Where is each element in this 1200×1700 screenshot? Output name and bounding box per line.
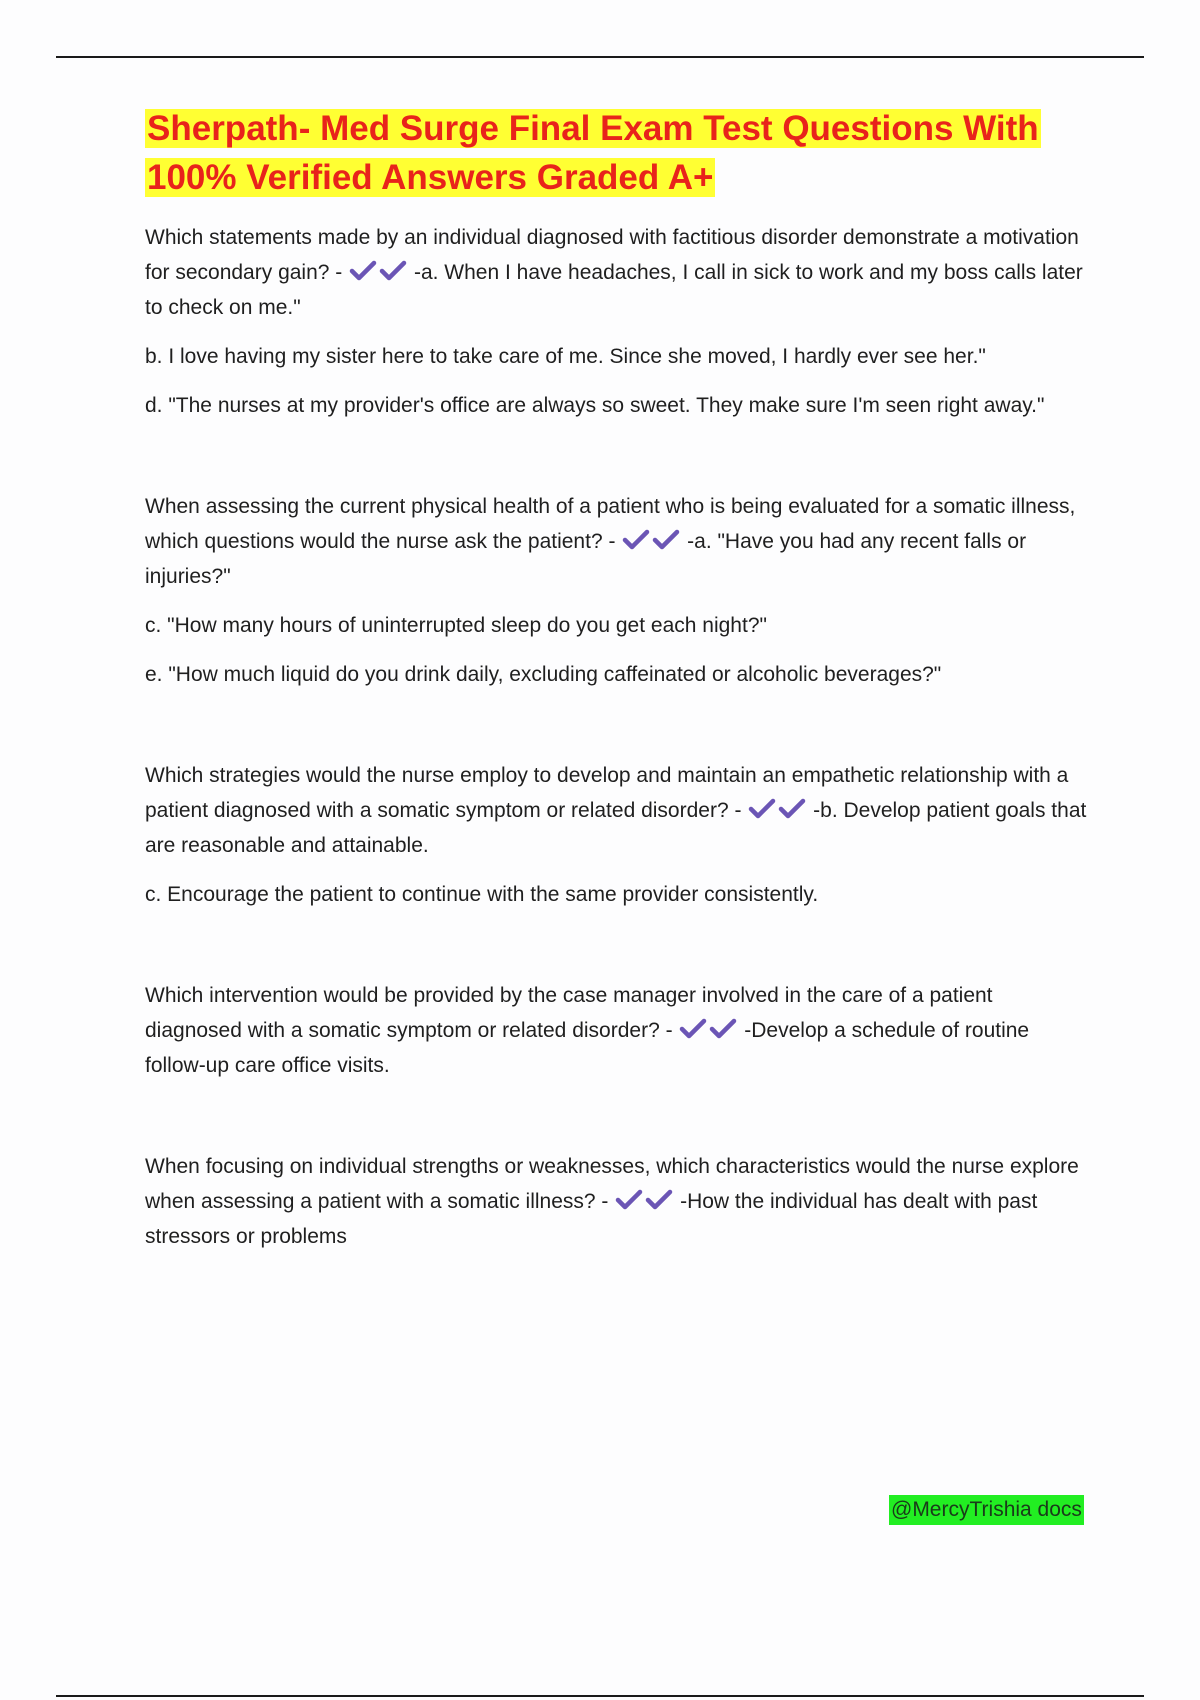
answer-text: -Develop a schedule of routine follow-up care office visits. (145, 1019, 1030, 1077)
question-1 (145, 220, 1090, 325)
double-check-icon (747, 799, 813, 822)
question-text: Which statements made by an individual diagnosed with factitious disorder demonstrate a motivation for secondary gain? - (145, 226, 1079, 284)
document-body (145, 104, 1090, 1320)
answer-text: -How the individual has dealt with past stressors or problems (145, 1190, 1038, 1248)
qa-block-5 (145, 1149, 1090, 1254)
double-check-icon (348, 261, 414, 284)
page-title (145, 104, 1090, 202)
question-text: When assessing the current physical health of a patient who is being evaluated for a somatic illness, which questions would the nurse ask the patient? - (145, 495, 1076, 553)
answer-option: d. "The nurses at my provider's office are always so sweet. They make sure I'm seen right away." (145, 394, 1045, 417)
qa-block-1 (145, 220, 1090, 423)
question-text: When focusing on individual strengths or weaknesses, which characteristics would the nurse explore when assessing a patient with a somatic illness? - (145, 1155, 1079, 1213)
title-line-2: 100% Verified Answers Graded A+ (147, 158, 714, 197)
bottom-rule (56, 1695, 1144, 1697)
double-check-icon (678, 1019, 744, 1042)
top-rule (56, 56, 1144, 58)
question-text: Which intervention would be provided by the case manager involved in the care of a patient diagnosed with a somatic symptom or related disorder? - (145, 984, 993, 1042)
answer-option: c. "How many hours of uninterrupted sleep do you get each night?" (145, 614, 767, 637)
double-check-icon (614, 1190, 680, 1213)
question-3 (145, 758, 1090, 863)
qa-block-3 (145, 758, 1090, 912)
qa-block-2 (145, 489, 1090, 692)
question-text: Which strategies would the nurse employ to develop and maintain an empathetic relationship with a patient diagnosed with a somatic symptom or related disorder? - (145, 764, 1069, 822)
answer-text: -a. "Have you had any recent falls or injuries?" (145, 530, 1027, 588)
double-check-icon (621, 530, 687, 553)
title-line-1: Sherpath- Med Surge Final Exam Test Questions With (147, 109, 1039, 148)
question-5 (145, 1149, 1090, 1254)
answer-option: b. I love having my sister here to take care of me. Since she moved, I hardly ever see her." (145, 345, 986, 368)
watermark-label: @MercyTrishia docs (889, 1495, 1084, 1525)
answer-option: c. Encourage the patient to continue with the same provider consistently. (145, 883, 819, 906)
question-2 (145, 489, 1090, 594)
qa-block-4 (145, 978, 1090, 1083)
answer-option: e. "How much liquid do you drink daily, excluding caffeinated or alcoholic beverages?" (145, 663, 942, 686)
question-4 (145, 978, 1090, 1083)
answer-text: -b. Develop patient goals that are reasonable and attainable. (145, 799, 1087, 857)
answer-text: -a. When I have headaches, I call in sick to work and my boss calls later to check on me." (145, 261, 1083, 319)
